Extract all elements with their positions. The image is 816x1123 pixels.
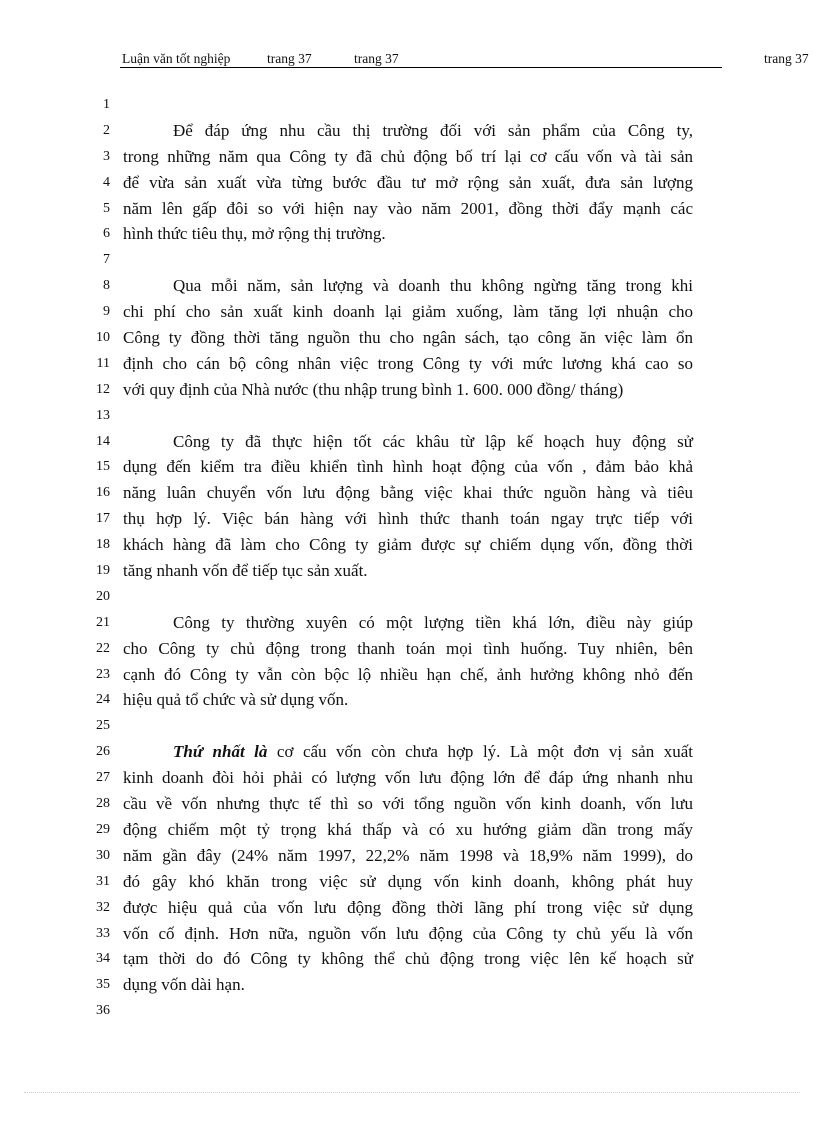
line-text-content: hình thức tiêu thụ, mở rộng thị trường.	[123, 224, 386, 244]
text-line	[0, 998, 816, 1024]
line-number: 27	[96, 770, 110, 786]
text-line	[0, 895, 816, 921]
text-line	[0, 480, 816, 506]
text-line	[0, 739, 816, 765]
line-text	[123, 325, 693, 351]
line-text-content: tạm thời do đó Công ty không thể chủ động trong việc lên kế hoạch sử	[123, 949, 693, 969]
line-text	[123, 817, 693, 843]
line-text-content: Qua mỗi năm, sản lượng và doanh thu không ngừng tăng trong khi	[173, 276, 693, 296]
text-line	[0, 144, 816, 170]
text-line	[0, 687, 816, 713]
line-number: 15	[96, 459, 110, 475]
header-page-label-right: trang 37	[764, 51, 809, 66]
line-number: 10	[96, 330, 110, 346]
text-line	[0, 506, 816, 532]
line-text-content: hiệu quả tổ chức và sử dụng vốn.	[123, 690, 349, 710]
line-text-content: dụng vốn dài hạn.	[123, 975, 245, 995]
line-number: 9	[103, 304, 110, 320]
text-line	[0, 403, 816, 429]
text-line	[0, 817, 816, 843]
line-text	[123, 454, 693, 480]
line-text	[123, 144, 693, 170]
line-number: 7	[103, 252, 110, 268]
line-text	[123, 946, 693, 972]
text-line	[0, 351, 816, 377]
line-text	[123, 662, 693, 688]
line-number: 23	[96, 666, 110, 682]
line-text	[173, 429, 693, 455]
line-text-content: định cho cán bộ công nhân việc trong Công ty với mức lương khá cao so	[123, 353, 693, 373]
text-line	[0, 118, 816, 144]
line-text-content: trong những năm qua Công ty đã chủ động bố trí lại cơ cấu vốn và tài sản	[123, 146, 693, 166]
line-text	[123, 480, 693, 506]
line-text	[123, 221, 693, 247]
line-text-content: cạnh đó Công ty vẫn còn bộc lộ nhiều hạn chế, ảnh hưởng không nhỏ đến	[123, 664, 693, 684]
line-number: 22	[96, 640, 110, 656]
line-text	[123, 765, 693, 791]
line-text	[123, 972, 693, 998]
line-text	[123, 843, 693, 869]
line-text-content: khách hàng đã làm cho Công ty giảm được sự chiếm dụng vốn, đồng thời	[123, 535, 693, 555]
text-line	[0, 765, 816, 791]
line-text	[123, 196, 693, 222]
line-text-content: để vừa sản xuất vừa từng bước đầu tư mở rộng sản xuất, đưa sản lượng	[123, 172, 693, 192]
text-line	[0, 946, 816, 972]
line-text-content: vốn cố định. Hơn nữa, nguồn vốn lưu động của Công ty chủ yếu là vốn	[123, 923, 693, 943]
line-text-content: năm lên gấp đôi so với hiện nay vào năm 2001, đồng thời đẩy mạnh các	[123, 198, 693, 218]
line-number: 16	[96, 485, 110, 501]
document-body	[0, 92, 816, 1024]
line-number: 11	[96, 355, 110, 371]
text-line	[0, 972, 816, 998]
line-text-content: Công ty đồng thời tăng nguồn thu cho ngân sách, tạo công ăn việc làm ổn	[123, 328, 693, 348]
text-line	[0, 170, 816, 196]
line-number: 17	[96, 511, 110, 527]
line-number: 33	[96, 925, 110, 941]
line-text-content: Công ty đã thực hiện tốt các khâu từ lập kế hoạch huy động sử	[173, 431, 693, 451]
line-number: 5	[103, 200, 110, 216]
text-line	[0, 221, 816, 247]
text-line	[0, 791, 816, 817]
line-text	[173, 610, 693, 636]
line-text-content: dụng đến kiểm tra điều khiển tình hình hoạt động của vốn , đảm bảo khả	[123, 457, 693, 477]
text-line	[0, 843, 816, 869]
line-text-content: kinh doanh đòi hỏi phải có lượng vốn lưu động lớn để đáp ứng nhanh nhu	[123, 768, 693, 788]
line-number: 4	[103, 174, 110, 190]
line-text	[123, 558, 693, 584]
line-number: 1	[103, 97, 110, 112]
text-line	[0, 299, 816, 325]
header-title: Luận văn tốt nghiệp	[122, 51, 231, 66]
text-line	[0, 92, 816, 118]
line-text	[123, 895, 693, 921]
line-text-content: Để đáp ứng nhu cầu thị trường đối với sản phẩm của Công ty,	[173, 120, 693, 140]
text-line	[0, 869, 816, 895]
line-number: 19	[96, 563, 110, 579]
line-text-content: đó gây khó khăn trong việc sử dụng vốn kinh doanh, không phát huy	[123, 871, 693, 891]
line-number: 2	[103, 122, 110, 138]
text-line	[0, 247, 816, 273]
line-text-content: cơ cấu vốn còn chưa hợp lý. Là một đơn vị sản xuất	[267, 742, 693, 762]
header-page-label: trang 37	[267, 51, 312, 66]
line-number: 6	[103, 226, 110, 242]
line-text	[123, 170, 693, 196]
text-line	[0, 662, 816, 688]
page-header	[120, 51, 722, 68]
text-line	[0, 713, 816, 739]
line-number: 8	[103, 278, 110, 294]
line-number: 25	[96, 718, 110, 734]
line-text-content: được hiệu quả của vốn lưu động đồng thời lãng phí trong việc sử dụng	[123, 897, 693, 917]
line-text-content: động chiếm một tỷ trọng khá thấp và có xu hướng giảm dần trong mấy	[123, 819, 693, 839]
line-number: 26	[96, 744, 110, 760]
line-number: 21	[96, 614, 110, 630]
footer-divider	[24, 1092, 800, 1093]
line-text	[123, 377, 693, 403]
text-line	[0, 636, 816, 662]
line-text-content: cho Công ty chủ động trong thanh toán mọi tình huống. Tuy nhiên, bên	[123, 638, 693, 658]
line-number: 3	[103, 148, 110, 164]
line-number: 36	[96, 1003, 110, 1019]
text-line	[0, 377, 816, 403]
line-number: 13	[96, 407, 110, 423]
line-text	[173, 118, 693, 144]
line-text-content: thụ hợp lý. Việc bán hàng với hình thức thanh toán ngay trực tiếp với	[123, 509, 693, 529]
line-text	[123, 687, 693, 713]
text-line	[0, 584, 816, 610]
text-line	[0, 325, 816, 351]
text-line	[0, 558, 816, 584]
line-text-content: cầu về vốn nhưng thực tế thì so với tổng nguồn vốn kinh doanh, vốn lưu	[123, 794, 693, 814]
line-number: 28	[96, 796, 110, 812]
line-text	[123, 299, 693, 325]
line-text	[123, 506, 693, 532]
line-number: 32	[96, 899, 110, 915]
line-text-content: Công ty thường xuyên có một lượng tiền khá lớn, điều này giúp	[173, 612, 693, 632]
line-text	[123, 791, 693, 817]
line-text	[123, 636, 693, 662]
text-line	[0, 532, 816, 558]
line-number: 12	[96, 381, 110, 397]
line-number: 24	[96, 692, 110, 708]
line-text-content: tăng nhanh vốn để tiếp tục sản xuất.	[123, 561, 368, 581]
line-text-content: với quy định của Nhà nước (thu nhập trung bình 1. 600. 000 đồng/ tháng)	[123, 379, 624, 399]
text-line	[0, 921, 816, 947]
text-line	[0, 429, 816, 455]
line-text-content: năng luân chuyển vốn lưu động bằng việc khai thức nguồn hàng và tiêu	[123, 483, 693, 503]
line-text	[173, 273, 693, 299]
text-line	[0, 610, 816, 636]
line-text	[123, 869, 693, 895]
line-number: 29	[96, 821, 110, 837]
text-line	[0, 273, 816, 299]
emphasis-text: Thứ nhất là	[173, 742, 268, 762]
line-number: 34	[96, 951, 110, 967]
line-text	[123, 532, 693, 558]
line-text	[173, 739, 693, 765]
line-number: 14	[96, 433, 110, 449]
line-text-content: chi phí cho sản xuất kinh doanh lại giảm xuống, làm tăng lợi nhuận cho	[123, 302, 693, 322]
text-line	[0, 196, 816, 222]
header-page-label: trang 37	[354, 51, 399, 66]
line-text	[123, 351, 693, 377]
line-number: 30	[96, 847, 110, 863]
text-line	[0, 454, 816, 480]
line-number: 18	[96, 537, 110, 553]
line-number: 20	[96, 588, 110, 604]
line-number: 31	[96, 873, 110, 889]
line-text	[123, 921, 693, 947]
line-text-content: năm gần đây (24% năm 1997, 22,2% năm 1998 và 18,9% năm 1999), do	[123, 845, 693, 865]
line-number: 35	[96, 977, 110, 993]
